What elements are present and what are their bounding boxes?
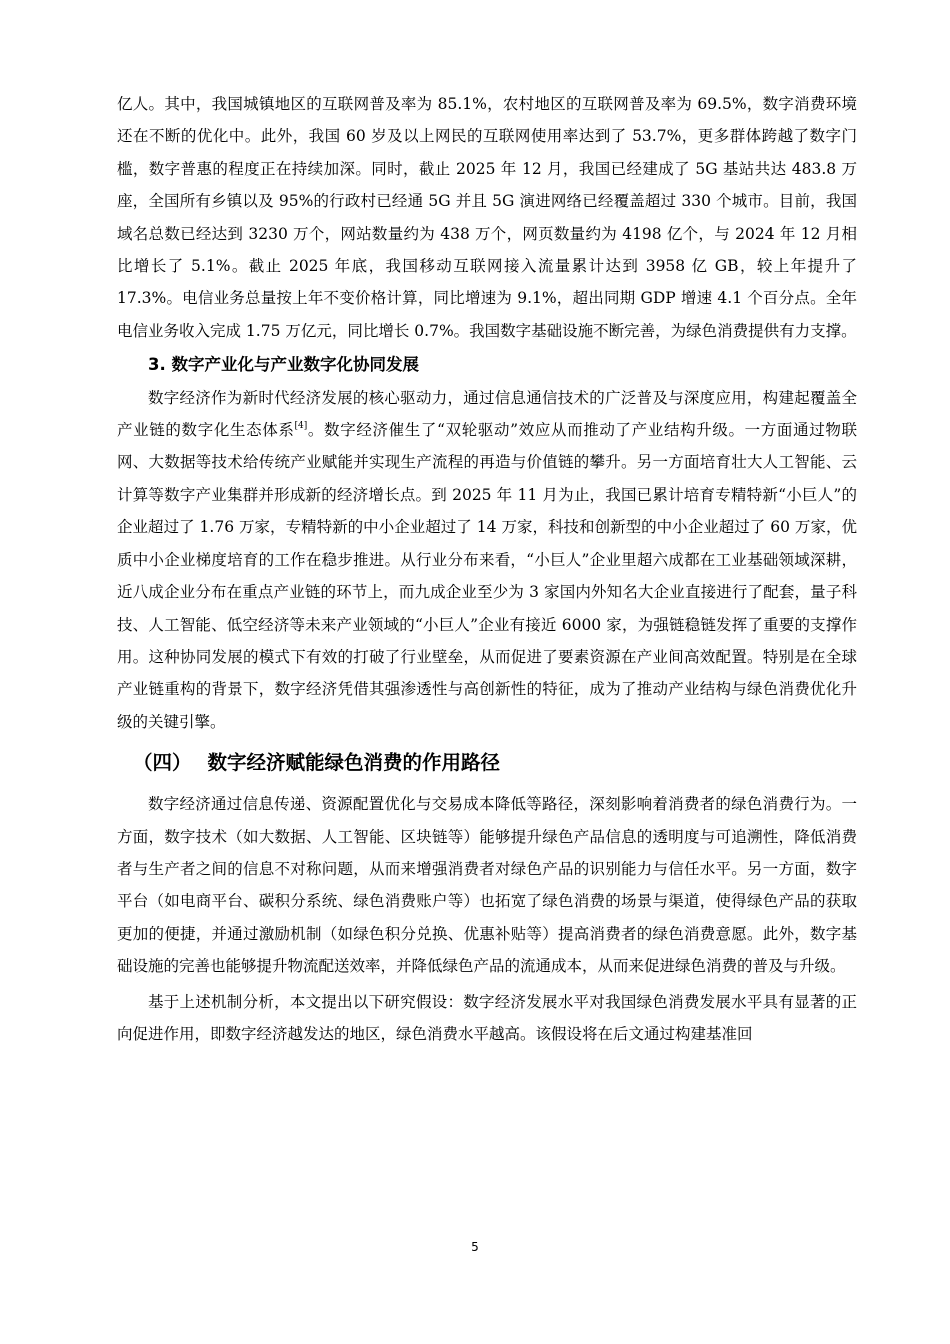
paragraph-hypothesis: 基于上述机制分析，本文提出以下研究假设：数字经济发展水平对我国绿色消费发展水平具有显著的正向促进作用，即数字经济越发达的地区，绿色消费水平越高。该假设将在后文通过构建基准回 (117, 992, 857, 1043)
document-page (117, 88, 857, 1050)
section-heading-3: 3. 数字产业化与产业数字化协同发展 (148, 355, 419, 375)
paragraph-text-part2: 。数字经济催生了“双轮驱动”效应从而推动了产业结构升级。一方面通过物联网、大数据等技术给传统产业赋能并实现生产流程的再造与价值链的攀升。另一方面培育壮大人工智能、云计算等数字产业集群并形成新的经济增长点。到 2025 年 11 月为止，我国已累计培育专精特新“小巨人”的企业超过了 1.76 万家，专精特新的中小企业超过了 14 万家，科技和创新型的中小企业超过了 60 万家，优质中小企业梯度培育的工作在稳步推进。从行业分布来看，“小巨人”企业里超六成都在工业基础领域深耕，近八成企业分布在重点产业链的环节上，而九成企业至少为 3 家国内外知名大企业直接进行了配套，量子科技、人工智能、低空经济等未来产业领域的“小巨人”企业有接近 6000 家，为强链稳链发挥了重要的支撑作用。这种协同发展的模式下有效的打破了行业壁垒，从而促进了要素资源在产业间高效配置。特别是在全球产业链重构的背景下，数字经济凭借其强渗透性与高创新性的特征，成为了推动产业结构与绿色消费优化升级的关键引擎。 (117, 421, 857, 731)
citation-ref[interactable]: [4] (294, 421, 308, 432)
page-number: 5 (471, 1240, 479, 1254)
paragraph-continued: 亿人。其中，我国城镇地区的互联网普及率为 85.1%，农村地区的互联网普及率为 69.5%，数字消费环境还在不断的优化中。此外，我国 60 岁及以上网民的互联网使用率达到了 53.7%，更多群体跨越了数字门槛，数字普惠的程度正在持续加深。同时，截止 2025 年 12 月，我国已经建成了 5G 基站共达 483.8 万座，全国所有乡镇以及 95%的行政村已经通 5G 并且 5G 演进网络已经覆盖超过 330 个城市。目前，我国域名总数已经达到 3230 万个，网站数量约为 438 万个，网页数量约为 4198 亿个，与 2024 年 12 月相比增长了 5.1%。截止 2025 年底，我国移动互联网接入流量累计达到 3958 亿 GB，较上年提升了 17.3%。电信业务总量按上年不变价格计算，同比增速为 9.1%，超出同期 GDP 增速 4.1 个百分点。全年电信业务收入完成 1.75 万亿元，同比增长 0.7%。我国数字基础设施不断完善，为绿色消费提供有力支撑。 (117, 95, 857, 340)
paragraph-digital-industrialization (117, 382, 857, 738)
section-number: （四） (133, 751, 192, 775)
paragraph-mechanism: 数字经济通过信息传递、资源配置优化与交易成本降低等路径，深刻影响着消费者的绿色消费行为。一方面，数字技术（如大数据、人工智能、区块链等）能够提升绿色产品信息的透明度与可追溯性，降低消费者与生产者之间的信息不对称问题，从而来增强消费者对绿色产品的识别能力与信任水平。另一方面，数字平台（如电商平台、碳积分系统、绿色消费账户等）也拓宽了绿色消费的场景与渠道，使得绿色产品的获取更加的便捷，并通过激励机制（如绿色积分兑换、优惠补贴等）提高消费者的绿色消费意愿。此外，数字基础设施的完善也能够提升物流配送效率，并降低绿色产品的流通成本，从而来促进绿色消费的普及与升级。 (117, 795, 857, 976)
section-title: 数字经济赋能绿色消费的作用路径 (207, 751, 501, 775)
paragraph-text-part1: 数字经济作为新时代经济发展的核心驱动力，通过信息通信技术的广泛普及与深度应用，构建起覆盖全产业链的数字化生态体系 (117, 388, 857, 440)
section-heading-4 (117, 748, 857, 778)
